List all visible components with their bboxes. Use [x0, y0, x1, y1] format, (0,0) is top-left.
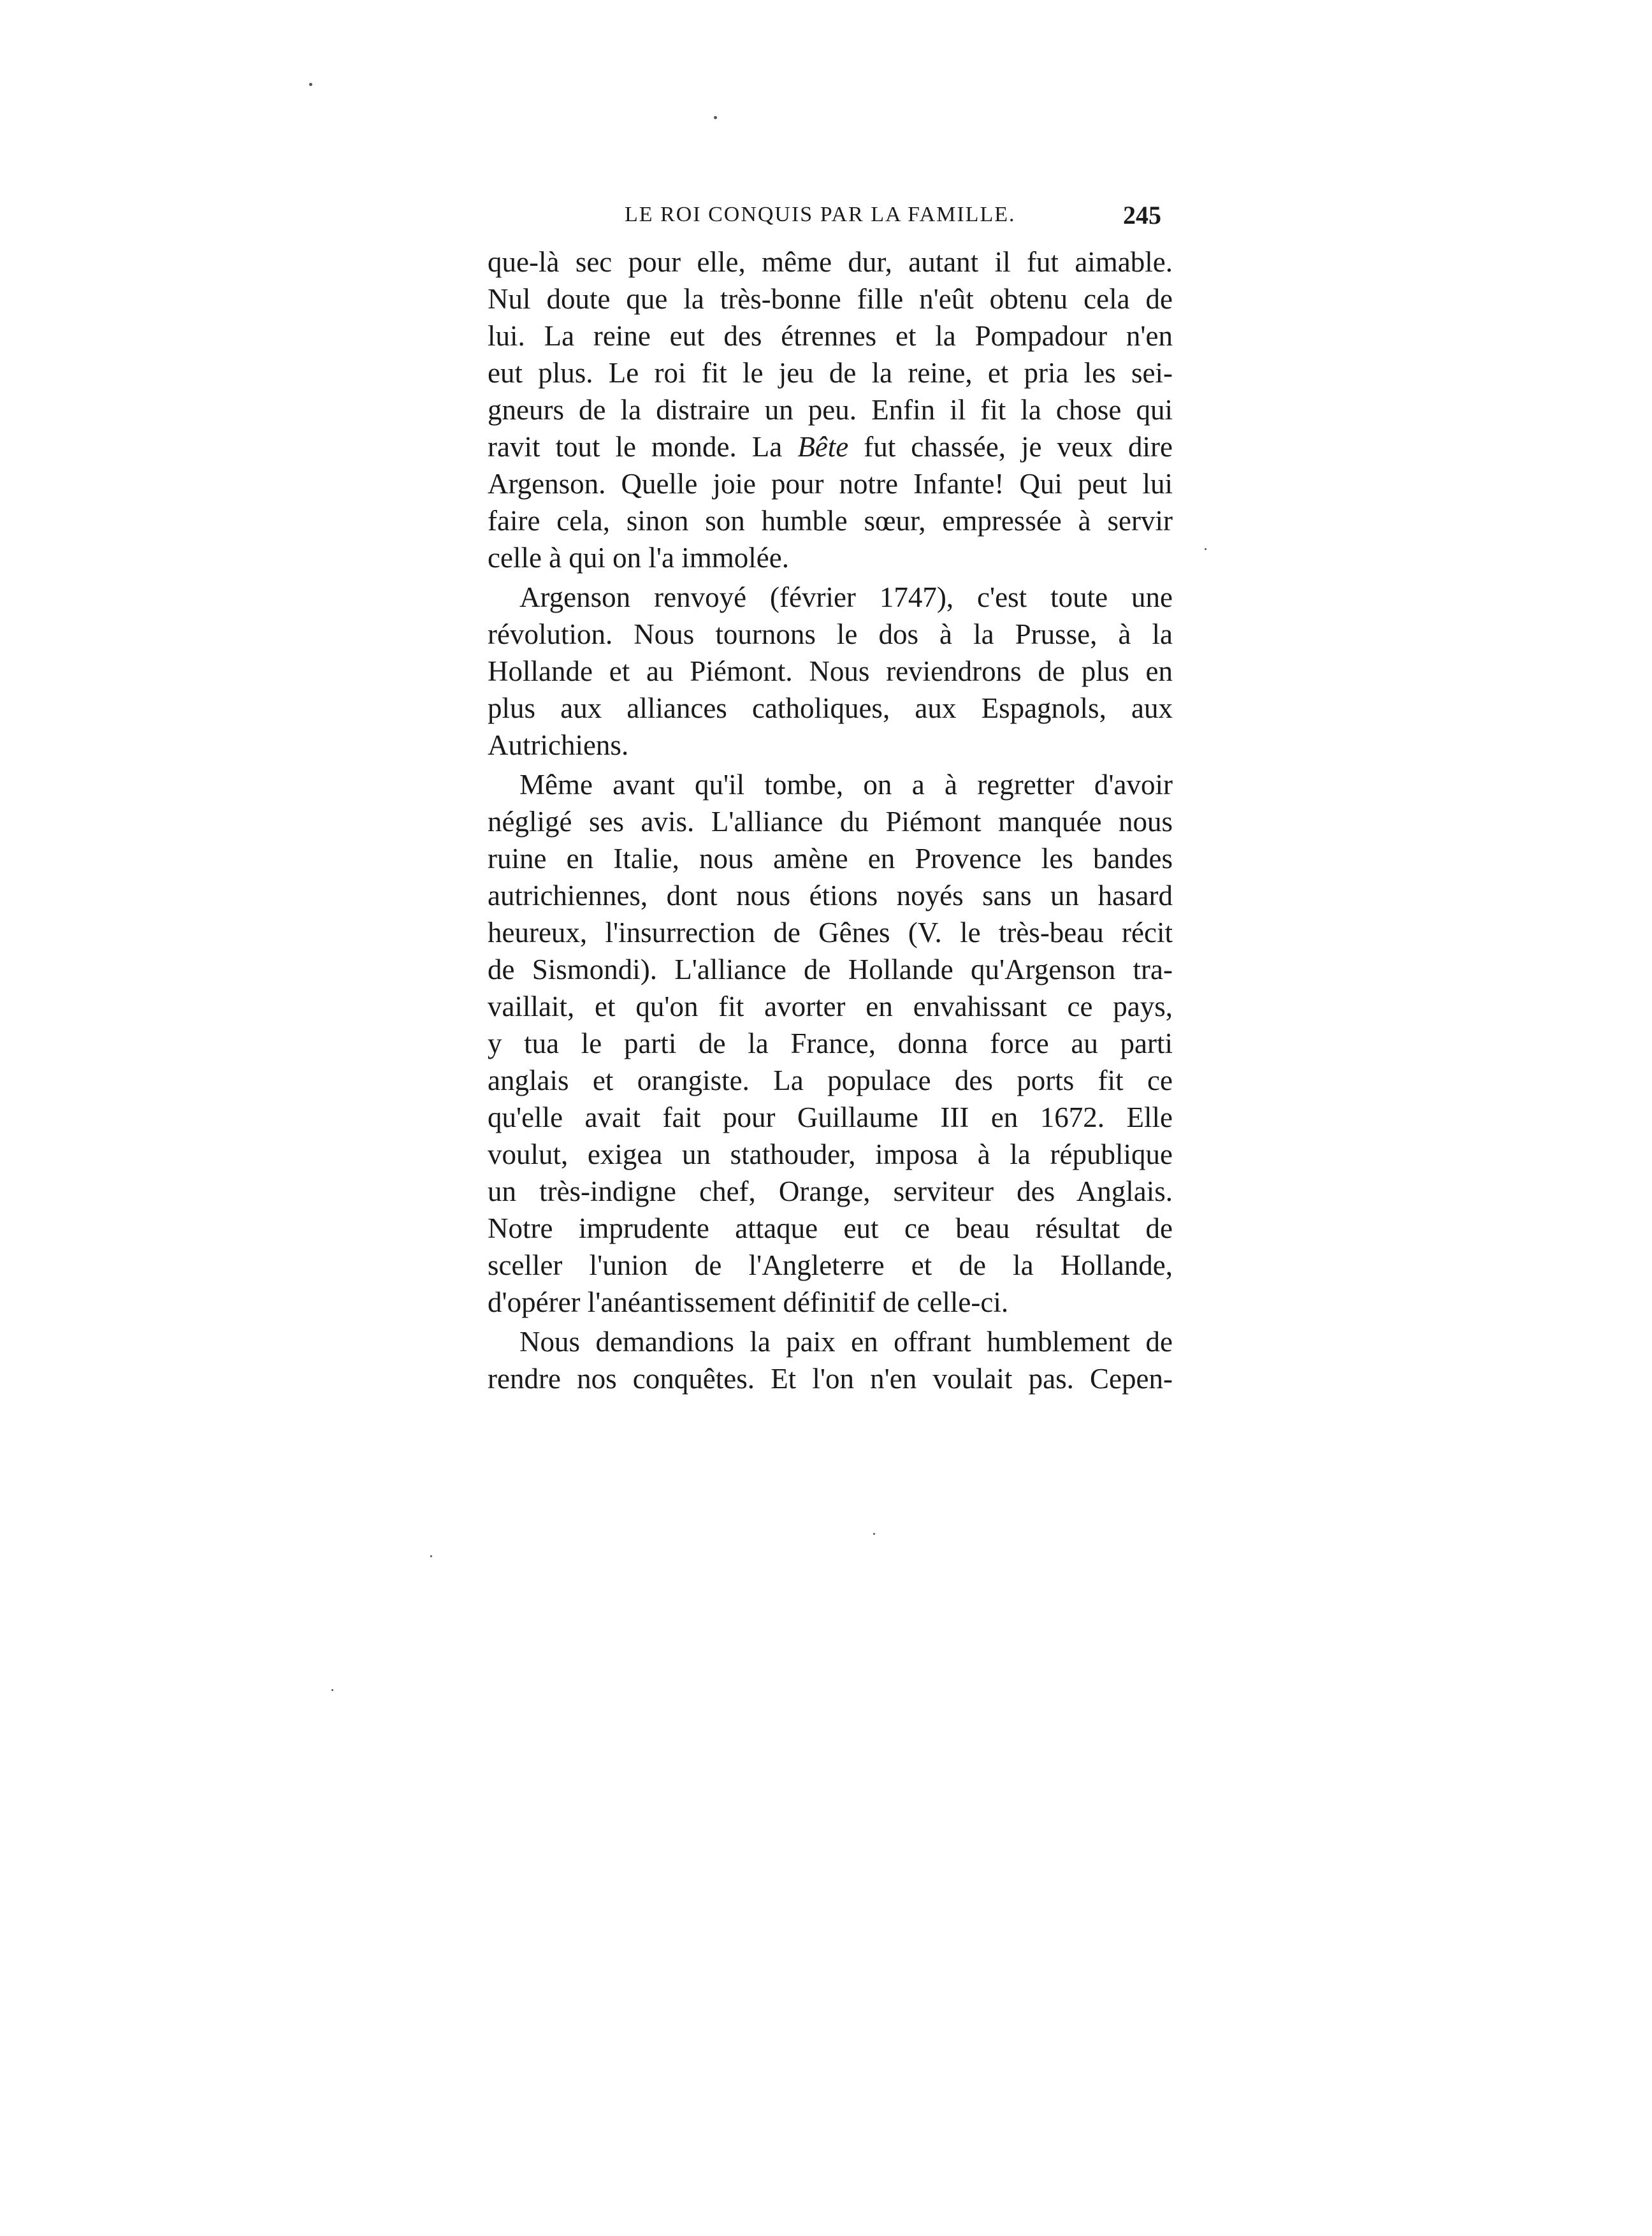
text-line: Notre imprudente attaque eut ce beau résultat de	[488, 1212, 1173, 1244]
text-line: Hollande et au Piémont. Nous reviendrons de plus en	[488, 655, 1173, 687]
page-number: 245	[1123, 201, 1161, 229]
text-line: que-là sec pour elle, même dur, autant il fut aimable.	[488, 246, 1173, 278]
paragraph	[488, 766, 1173, 1321]
text-line: Autrichiens.	[488, 729, 629, 761]
text-line: faire cela, sinon son humble sœur, empressée à servir	[488, 505, 1173, 537]
paragraph	[488, 579, 1173, 764]
text-line: rendre nos conquêtes. Et l'on n'en voulait pas. Cepen-	[488, 1363, 1173, 1395]
text-line: Nul doute que la très-bonne fille n'eût obtenu cela de	[488, 283, 1173, 315]
text-line: autrichiennes, dont nous étions noyés sans un hasard	[488, 880, 1173, 911]
paragraph	[488, 243, 1173, 576]
text-line: Argenson renvoyé (février 1747), c'est toute une	[519, 581, 1173, 613]
text-line: celle à qui on l'a immolée.	[488, 542, 789, 574]
scan-speck	[331, 1689, 333, 1691]
text-line: plus aux alliances catholiques, aux Espagnols, aux	[488, 692, 1173, 724]
text-line: Nous demandions la paix en offrant humblement de	[519, 1326, 1173, 1358]
scan-speck	[430, 1555, 432, 1557]
text-line: Même avant qu'il tombe, on a à regretter d'avoir	[519, 769, 1173, 801]
text-line: gneurs de la distraire un peu. Enfin il fit la chose qui	[488, 394, 1173, 426]
page-header	[497, 203, 1166, 235]
scan-speck	[1205, 548, 1206, 550]
text-line: ravit tout le monde. La Bête fut chassée, je veux dire	[488, 431, 1173, 463]
text-line: d'opérer l'anéantissement définitif de celle-ci.	[488, 1286, 1009, 1318]
scan-speck	[309, 83, 312, 86]
text-line: voulut, exigea un stathouder, imposa à la république	[488, 1138, 1173, 1170]
text-line: révolution. Nous tournons le dos à la Prusse, à la	[488, 618, 1173, 650]
text-line: y tua le parti de la France, donna force au parti	[488, 1027, 1173, 1059]
text-line: de Sismondi). L'alliance de Hollande qu'Argenson tra-	[488, 954, 1173, 985]
text-line: vaillait, et qu'on fit avorter en envahissant ce pays,	[488, 991, 1173, 1022]
text-line: Argenson. Quelle joie pour notre Infante! Qui peut lui	[488, 468, 1173, 500]
scan-speck	[873, 1533, 875, 1535]
paragraph	[488, 1323, 1173, 1397]
body-text	[488, 243, 1173, 1397]
text-line: qu'elle avait fait pour Guillaume III en 1672. Elle	[488, 1101, 1173, 1133]
text-line: sceller l'union de l'Angleterre et de la Hollande,	[488, 1249, 1173, 1281]
text-line: heureux, l'insurrection de Gênes (V. le très-beau récit	[488, 917, 1173, 948]
text-line: ruine en Italie, nous amène en Provence les bandes	[488, 843, 1173, 875]
text-line: lui. La reine eut des étrennes et la Pompadour n'en	[488, 320, 1173, 352]
scan-speck	[714, 116, 717, 119]
text-line: négligé ses avis. L'alliance du Piémont manquée nous	[488, 806, 1173, 838]
running-head: LE ROI CONQUIS PAR LA FAMILLE.	[625, 203, 1016, 226]
text-line: anglais et orangiste. La populace des ports fit ce	[488, 1064, 1173, 1096]
text-line: un très-indigne chef, Orange, serviteur des Anglais.	[488, 1175, 1173, 1207]
text-line: eut plus. Le roi fit le jeu de la reine, et pria les sei-	[488, 357, 1173, 389]
